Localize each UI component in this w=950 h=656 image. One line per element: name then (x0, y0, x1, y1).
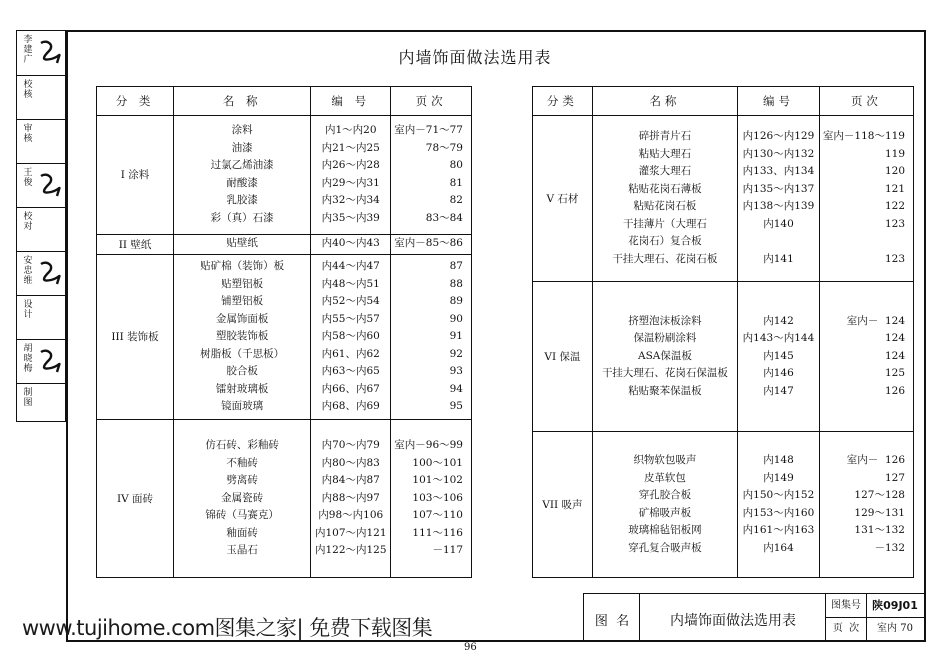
page-cell: 87 88 89 90 91 92 93 94 95 (391, 254, 472, 420)
name-cell: 碎拼青片石 粘贴大理石 灌浆大理石 粘贴花岗石薄板 粘贴花岗石板 干挂薄片（大理石 花岗石）复合板 干挂大理石、花岗石板 (592, 116, 737, 282)
page-code: 室内 70 (877, 623, 913, 634)
title-block (583, 593, 926, 642)
sidebar-row (17, 163, 65, 208)
header-code: 编 号 (311, 87, 391, 116)
code-cell: 内1～内20 内21～内25 内26～内28 内29～内31 内32～内34 内35～内39 (311, 116, 391, 235)
page-cell: 室内－118～119 119 120 121 122 123 123 (819, 116, 913, 282)
page-title: 内墙饰面做法选用表 (398, 48, 552, 67)
approval-sidebar (16, 30, 66, 422)
page-cell: 室内－96～99 100～101 101～102 103～106 107～110 111～116 －117 (391, 420, 472, 578)
name-cell: 贴矿棉（装饰）板 贴塑铝板 铺塑铝板 金属饰面板 塑胶装饰板 树脂板（千思板） 胶合板 镭射玻璃板 镜面玻璃 (174, 254, 311, 420)
header-name: 名 称 (174, 87, 311, 116)
table-row (533, 281, 914, 432)
table-row (533, 116, 914, 282)
right-table (532, 86, 914, 578)
header-page: 页次 (391, 87, 472, 116)
role-label: 审核 (23, 124, 33, 144)
code-cell: 内142 内143～内144 内145 内146 内147 (738, 281, 820, 432)
table-row (97, 116, 472, 235)
sidebar-row (17, 295, 65, 340)
header-code: 编号 (738, 87, 820, 116)
page-cell: 室内－ 126 127 127～128 129～131 131～132 －132 (819, 432, 913, 578)
handwritten-signature (37, 346, 63, 376)
page-label: 页 次 (826, 617, 867, 640)
category-cell: I 涂料 (97, 116, 174, 235)
role-label: 制图 (23, 388, 33, 408)
title-block-name: 内墙饰面做法选用表 (670, 613, 796, 629)
handwritten-signature (37, 258, 63, 288)
left-table (96, 86, 472, 578)
sidebar-row (17, 339, 65, 384)
page-cell: 室内－71～77 78～79 80 81 82 83～84 (391, 116, 472, 235)
category-cell: IV 面砖 (97, 420, 174, 578)
code-cell: 内70～内79 内80～内83 内84～内87 内88～内97 内98～内106 内107～内121 内122～内125 (311, 420, 391, 578)
code-cell: 内40～内43 (311, 234, 391, 254)
header-category: 分类 (533, 87, 593, 116)
category-cell: III 装饰板 (97, 254, 174, 420)
table-row (97, 254, 472, 420)
atlas-label: 图集号 (826, 594, 867, 618)
handwritten-signature (37, 170, 63, 200)
sidebar-row (17, 75, 65, 120)
sidebar-row (17, 119, 65, 164)
table-row (533, 432, 914, 578)
header-name: 名称 (592, 87, 737, 116)
category-cell: VI 保温 (533, 281, 593, 432)
title-block-label: 图 名 (594, 614, 630, 629)
page-cell: 室内－85～86 (391, 234, 472, 254)
signature-name: 胡晓梅 (23, 344, 33, 374)
page-number: 96 (464, 642, 477, 653)
code-cell: 内126～内129 内130～内132 内133、内134 内135～内137 内138～内139 内140 内141 (738, 116, 820, 282)
watermark-text: www.tujihome.com图集之家| 免费下载图集 (22, 616, 433, 640)
category-cell: VII 吸声 (533, 432, 593, 578)
code-cell: 内148 内149 内150～内152 内153～内160 内161～内163 内164 (738, 432, 820, 578)
code-cell: 内44～内47 内48～内51 内52～内54 内55～内57 内58～内60 内61、内62 内63～内65 内66、内67 内68、内69 (311, 254, 391, 420)
sidebar-row (17, 383, 65, 425)
page-cell: 室内－ 124 124 124 125 126 (819, 281, 913, 432)
atlas-number: 陕09J01 (866, 594, 924, 618)
role-label: 校核 (23, 80, 33, 100)
name-cell: 涂料 油漆 过氯乙烯油漆 耐酸漆 乳胶漆 彩（真）石漆 (174, 116, 311, 235)
category-cell: II 壁纸 (97, 234, 174, 254)
name-cell: 织物软包吸声 皮革软包 穿孔胶合板 矿棉吸声板 玻璃棉毡铝板网 穿孔复合吸声板 (592, 432, 737, 578)
name-cell: 挤塑泡沫板涂料 保温粉刷涂料 ASA保温板 干挂大理石、花岗石保温板 粘贴聚苯保温板 (592, 281, 737, 432)
header-page: 页次 (819, 87, 913, 116)
signature-name: 李建广 (23, 35, 33, 65)
sidebar-row (17, 251, 65, 296)
category-cell: V 石材 (533, 116, 593, 282)
table-row (97, 234, 472, 254)
table-row (97, 420, 472, 578)
signature-name: 安忠维 (23, 256, 33, 286)
role-label: 设计 (23, 300, 33, 320)
name-cell: 仿石砖、彩釉砖 不釉砖 劈离砖 金属瓷砖 锦砖（马赛克） 釉面砖 玉晶石 (174, 420, 311, 578)
header-category: 分 类 (97, 87, 174, 116)
sidebar-row (17, 207, 65, 252)
name-cell: 贴壁纸 (174, 234, 311, 254)
signature-name: 王俊 (23, 168, 33, 188)
role-label: 校对 (23, 212, 33, 232)
